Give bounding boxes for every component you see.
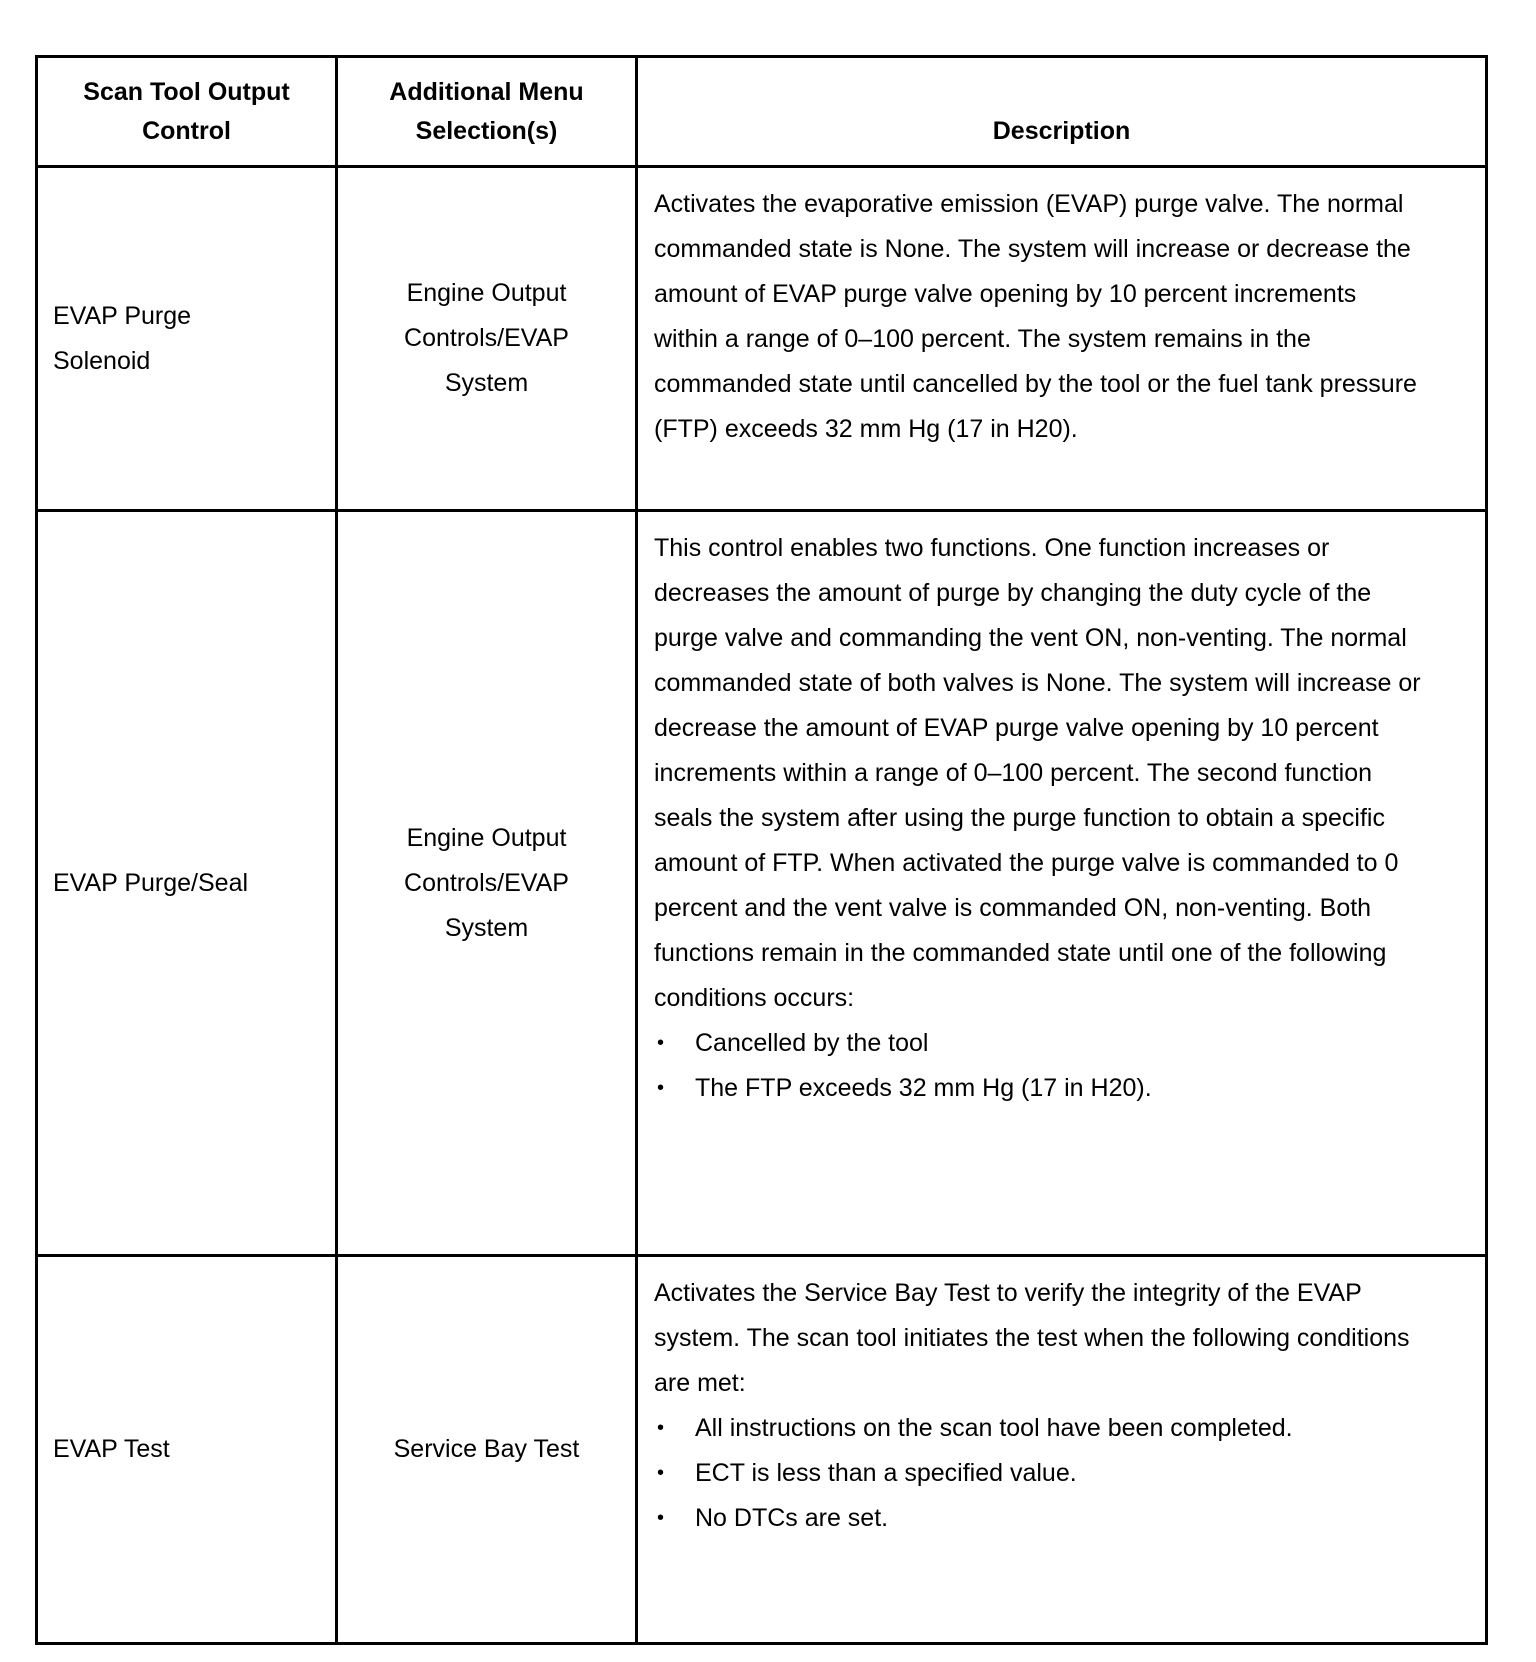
menu-cell (337, 1256, 637, 1644)
control-line: EVAP Test (53, 1435, 170, 1463)
header-control (37, 57, 337, 167)
header-description: Description (637, 57, 1487, 167)
bullet-icon: • (657, 1032, 665, 1054)
menu-cell (337, 167, 637, 511)
menu-line: System (444, 369, 529, 397)
menu-line: Controls/EVAP (404, 868, 569, 897)
header-control-line: Control (142, 116, 231, 145)
table-row (37, 1256, 1487, 1644)
bullet-item (654, 1066, 1425, 1111)
control-cell (37, 167, 337, 511)
bullet-list (654, 1406, 1425, 1541)
bullet-item (654, 1021, 1425, 1066)
header-menu-line: Selection(s) (415, 116, 558, 145)
description-cell (637, 167, 1487, 511)
bullet-icon: • (657, 1417, 665, 1439)
description-text: This control enables two functions. One function increases or decreases the amount of purge by changing the duty cycle of the purge valve and commanding the vent ON, non-venting. The normal commanded state of both valves is None. The system will increase or decrease the amount of EVAP purge valve opening by 10 percent increments within a range of 0–100 percent. The second function seals the system after using the purge function to obtain a specific amount of FTP. When activated the purge valve is commanded to 0 percent and the vent valve is commanded ON, non-venting. Both functions remain in the commanded state until one of the following conditions occurs: (654, 534, 1421, 1012)
bullet-item (654, 1406, 1425, 1451)
menu-line: Engine Output (406, 823, 567, 852)
bullet-text: ECT is less than a specified value. (695, 1459, 1077, 1487)
table-row (37, 167, 1487, 511)
menu-line: Engine Output (406, 279, 567, 307)
bullet-text: All instructions on the scan tool have been completed. (695, 1414, 1293, 1442)
control-line: Solenoid (53, 346, 151, 375)
menu-line: Controls/EVAP (404, 324, 569, 352)
bullet-icon: • (657, 1507, 665, 1529)
menu-cell (337, 511, 637, 1256)
description-cell (637, 511, 1487, 1256)
output-control-table (35, 55, 1488, 1645)
description-text: Activates the evaporative emission (EVAP) purge valve. The normal commanded state is None. The system will increase or decrease the amount of EVAP purge valve opening by 10 percent increments within a range of 0–100 percent. The system remains in the commanded state until cancelled by the tool or the fuel tank pressure (FTP) exceeds 32 mm Hg (17 in H20). (654, 190, 1417, 443)
bullet-text: The FTP exceeds 32 mm Hg (17 in H20). (695, 1074, 1152, 1102)
table-row (37, 511, 1487, 1256)
bullet-text: Cancelled by the tool (695, 1029, 929, 1057)
control-cell (37, 511, 337, 1256)
header-control-line: Scan Tool Output (83, 77, 290, 106)
header-menu (337, 57, 637, 167)
bullet-item (654, 1451, 1425, 1496)
control-line: EVAP Purge/Seal (53, 868, 249, 897)
bullet-list (654, 1021, 1425, 1111)
description-text: Activates the Service Bay Test to verify the integrity of the EVAP system. The scan tool initiates the test when the following conditions are met: (654, 1279, 1410, 1397)
control-line: EVAP Purge (53, 301, 192, 330)
control-cell (37, 1256, 337, 1644)
bullet-icon: • (657, 1077, 665, 1099)
menu-line: System (444, 913, 529, 942)
header-menu-line: Additional Menu (389, 77, 584, 106)
header-row (37, 57, 1487, 167)
bullet-item (654, 1496, 1425, 1541)
bullet-icon: • (657, 1462, 665, 1484)
menu-line: Service Bay Test (393, 1435, 580, 1463)
bullet-text: No DTCs are set. (695, 1504, 889, 1532)
description-cell (637, 1256, 1487, 1644)
